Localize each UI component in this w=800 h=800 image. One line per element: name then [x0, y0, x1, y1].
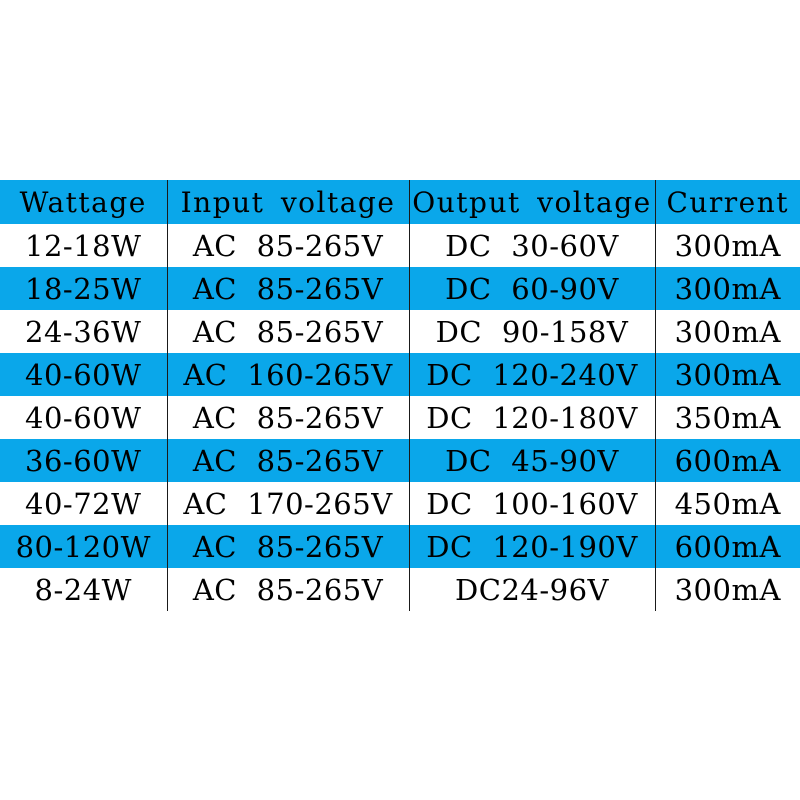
cell-input-voltage: AC 85-265V	[167, 310, 409, 353]
header-wattage: Wattage	[19, 185, 147, 219]
cell-current: 350mA	[655, 396, 800, 439]
cell-output-voltage: DC24-96V	[409, 568, 655, 611]
cell-output-voltage: DC 45-90V	[409, 439, 655, 482]
cell-current: 300mA	[655, 353, 800, 396]
cell-input-voltage: AC 85-265V	[167, 224, 409, 267]
cell-input-voltage: AC 85-265V	[167, 568, 409, 611]
table-row	[0, 353, 800, 396]
table-row	[0, 525, 800, 568]
cell-wattage: 18-25W	[25, 271, 142, 306]
cell-current: 600mA	[655, 525, 800, 568]
cell-wattage: 40-60W	[25, 400, 142, 435]
cell-current: 300mA	[655, 568, 800, 611]
cell-input-voltage: AC 85-265V	[167, 267, 409, 310]
cell-wattage: 80-120W	[15, 529, 151, 564]
cell-input-voltage: AC 160-265V	[167, 353, 409, 396]
cell-current: 300mA	[655, 267, 800, 310]
cell-wattage: 40-60W	[25, 357, 142, 392]
cell-wattage: 8-24W	[34, 572, 132, 607]
header-input-voltage: Input voltage	[167, 180, 409, 224]
header-output-voltage: Output voltage	[409, 180, 655, 224]
cell-output-voltage: DC 100-160V	[409, 482, 655, 525]
table-row	[0, 267, 800, 310]
cell-current: 600mA	[655, 439, 800, 482]
cell-output-voltage: DC 120-190V	[409, 525, 655, 568]
cell-wattage: 36-60W	[25, 443, 142, 478]
cell-output-voltage: DC 30-60V	[409, 224, 655, 267]
spec-table	[0, 180, 800, 611]
cell-current: 300mA	[655, 224, 800, 267]
cell-input-voltage: AC 85-265V	[167, 525, 409, 568]
table-row	[0, 310, 800, 353]
cell-wattage: 40-72W	[25, 486, 142, 521]
cell-wattage: 24-36W	[25, 314, 142, 349]
cell-input-voltage: AC 85-265V	[167, 396, 409, 439]
table-row	[0, 439, 800, 482]
table-row	[0, 224, 800, 267]
cell-input-voltage: AC 170-265V	[167, 482, 409, 525]
table-row	[0, 568, 800, 611]
cell-wattage: 12-18W	[25, 228, 142, 263]
cell-output-voltage: DC 90-158V	[409, 310, 655, 353]
table-body	[0, 224, 800, 611]
header-row	[0, 180, 800, 224]
cell-current: 450mA	[655, 482, 800, 525]
header-current: Current	[655, 180, 800, 224]
cell-output-voltage: DC 120-180V	[409, 396, 655, 439]
table-header	[0, 180, 800, 224]
table-row	[0, 482, 800, 525]
cell-current: 300mA	[655, 310, 800, 353]
cell-output-voltage: DC 60-90V	[409, 267, 655, 310]
cell-output-voltage: DC 120-240V	[409, 353, 655, 396]
table-row	[0, 396, 800, 439]
cell-input-voltage: AC 85-265V	[167, 439, 409, 482]
